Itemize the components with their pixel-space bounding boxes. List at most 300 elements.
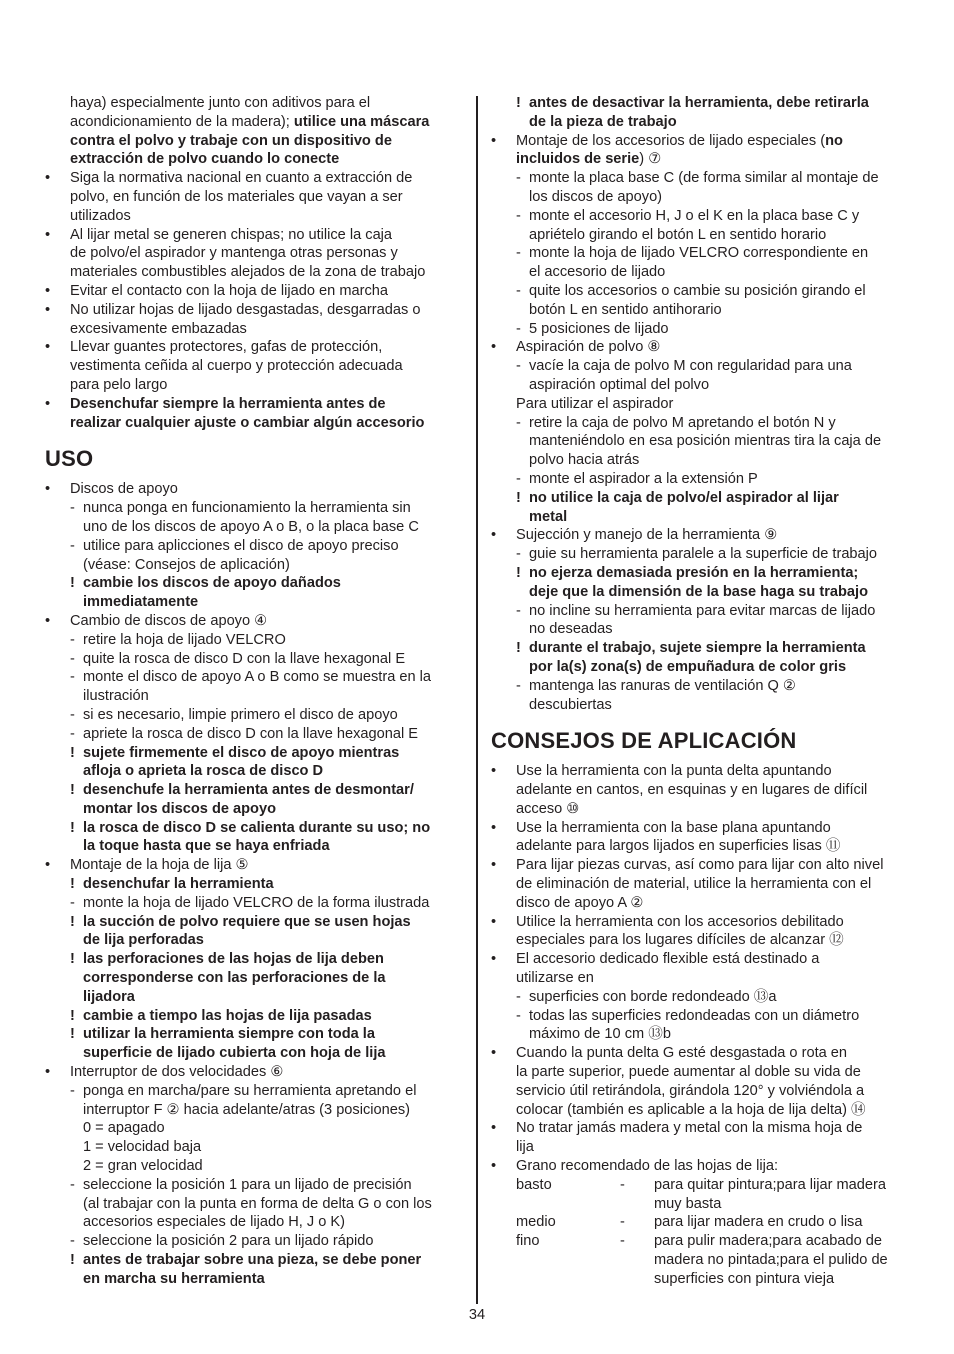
grit-use: superficies con pintura vieja — [654, 1270, 835, 1287]
continuation-line — [45, 94, 465, 113]
bang-marker: ! — [516, 564, 521, 581]
line-text: Montaje de la hoja de lija ⑤ — [70, 857, 249, 874]
dash-marker: - — [70, 1176, 75, 1193]
continuation-line — [491, 1138, 911, 1157]
line-text: haya) especialmente junto con aditivos para el — [70, 95, 371, 111]
bold-text: contra el polvo y trabaje con un dispositivo de — [70, 132, 392, 149]
line-text: Sujección y manejo de la herramienta ⑨ — [516, 527, 778, 544]
line-text: Evitar el contacto con la hoja de lijado en marcha — [70, 282, 389, 299]
dash-item — [45, 631, 465, 650]
grit-row — [491, 1232, 911, 1251]
bang-marker: ! — [70, 782, 75, 799]
bullet-marker: • — [45, 226, 51, 243]
continuation-line — [491, 875, 911, 894]
line-text: monte la hoja de lijado VELCRO correspondiente en — [529, 245, 869, 262]
continuation-line — [491, 301, 911, 320]
grit-row — [491, 1195, 911, 1214]
dash-item — [45, 668, 465, 687]
bullet-item — [491, 1119, 911, 1138]
bold-text: corresponderse con las perforaciones de la — [83, 970, 386, 987]
section-heading: USO — [45, 446, 94, 472]
warning-item — [45, 875, 465, 894]
bold-text: extracción de polvo cuando lo conecte — [70, 151, 340, 168]
dash-marker: - — [70, 669, 75, 686]
bang-marker: ! — [70, 876, 75, 893]
bang-marker: ! — [70, 575, 75, 592]
bang-marker: ! — [70, 1007, 75, 1024]
line-text: seleccione la posición 2 para un lijado rápido — [83, 1233, 374, 1250]
line-text: Discos de apoyo — [70, 481, 178, 498]
bold-text: por la(s) zona(s) de empuñadura de color gris — [529, 658, 847, 675]
bold-text: incluidos de serie — [516, 151, 640, 168]
line-text: manteniéndolo en esa posición mientras tira la caja de — [529, 433, 882, 450]
bold-text: antes de trabajar sobre una pieza, se debe poner — [83, 1252, 422, 1269]
column-divider — [476, 96, 478, 1304]
bold-text: durante el trabajo, sujete siempre la herramienta — [529, 640, 866, 657]
dash-marker: - — [70, 631, 75, 648]
continuation-line — [491, 508, 911, 527]
continuation-line — [45, 1101, 465, 1120]
dash-item — [45, 537, 465, 556]
continuation-line — [491, 894, 911, 913]
line-text: utilizarse en — [516, 970, 594, 987]
line-text: retire la caja de polvo M apretando el botón N y — [529, 414, 836, 431]
bold-text: montar los discos de apoyo — [83, 800, 277, 817]
grit-use: madera no pintada;para el pulido de — [654, 1252, 888, 1269]
continuation-line — [45, 1138, 465, 1157]
continuation-line — [491, 226, 911, 245]
line-text: apriete la rosca de disco D con la llave hexagonal E — [83, 725, 419, 742]
dash-marker: - — [70, 706, 75, 723]
warning-item — [491, 94, 911, 113]
bold-text: de lija perforadas — [83, 932, 204, 949]
dash-item — [491, 169, 911, 188]
dash-item — [491, 282, 911, 301]
line-text: Cambio de discos de apoyo ④ — [70, 612, 268, 629]
bold-text: utilice una máscara — [293, 113, 430, 130]
grit-dash: - — [620, 1233, 625, 1250]
continuation-line — [491, 969, 911, 988]
line-text: No tratar jamás madera y metal con la misma hoja de — [516, 1120, 863, 1137]
line-text: aspiración optimal del polvo — [529, 376, 710, 393]
dash-marker: - — [70, 894, 75, 911]
continuation-line — [491, 1082, 911, 1101]
dash-item — [491, 602, 911, 621]
dash-marker: - — [516, 677, 521, 694]
bullet-item — [45, 1063, 465, 1082]
warning-item — [45, 1251, 465, 1270]
continuation-line — [45, 244, 465, 263]
continuation-line — [45, 414, 465, 433]
left-column — [45, 94, 465, 1289]
line-text: la parte superior, puede aumentar al doble su vida de — [516, 1064, 861, 1081]
bullet-item — [45, 338, 465, 357]
dash-marker: - — [70, 725, 75, 742]
bullet-item — [491, 819, 911, 838]
dash-marker: - — [70, 500, 75, 517]
line-text: ilustración — [83, 688, 149, 705]
dash-item — [491, 677, 911, 696]
section-heading: CONSEJOS DE APLICACIÓN — [491, 728, 797, 754]
continuation-line — [491, 1063, 911, 1082]
line-text: Use la herramienta con la base plana apuntando — [516, 819, 831, 836]
warning-item — [45, 1007, 465, 1026]
continuation-line — [45, 188, 465, 207]
line-text: adelante para largos lijados en superficies lisas ⑪ — [516, 838, 841, 855]
dash-item — [45, 1082, 465, 1101]
bang-marker: ! — [70, 744, 75, 761]
bullet-item — [491, 950, 911, 969]
line-text: Cuando la punta delta G esté desgastada o rota en — [516, 1045, 848, 1062]
line-text: mantenga las ranuras de ventilación Q ② — [529, 677, 796, 694]
bold-text: no utilice la caja de polvo/el aspirador al lijar — [529, 489, 839, 506]
continuation-line — [491, 1025, 911, 1044]
warning-item — [45, 781, 465, 800]
dash-item — [45, 499, 465, 518]
line-text: descubiertas — [529, 696, 612, 713]
continuation-line — [45, 593, 465, 612]
bold-text: en marcha su herramienta — [83, 1270, 265, 1287]
dash-item — [491, 988, 911, 1007]
continuation-line — [45, 1044, 465, 1063]
bang-marker: ! — [516, 95, 521, 111]
continuation-line — [491, 376, 911, 395]
bullet-item — [45, 395, 465, 414]
continuation-line — [491, 188, 911, 207]
continuation-line — [45, 1213, 465, 1232]
bullet-marker: • — [45, 1064, 51, 1081]
grit-row — [491, 1176, 911, 1195]
line-text: Al lijar metal se generen chispas; no utilice la caja — [70, 226, 393, 243]
line-text: Utilice la herramienta con los accesorios debilitado — [516, 913, 844, 930]
bullet-marker: • — [491, 913, 497, 930]
bullet-item — [45, 282, 465, 301]
continuation-line — [491, 800, 911, 819]
line-text: no deseadas — [529, 621, 613, 638]
line-text: lija — [516, 1139, 534, 1156]
continuation-line — [491, 113, 911, 132]
bullet-marker: • — [45, 170, 51, 187]
continuation-line — [491, 1101, 911, 1120]
continuation-line — [45, 556, 465, 575]
continuation-line — [45, 988, 465, 1007]
dash-marker: - — [516, 602, 521, 619]
continuation-line — [45, 800, 465, 819]
bold-text: metal — [529, 508, 568, 525]
continuation-line — [45, 837, 465, 856]
dash-item — [45, 706, 465, 725]
bullet-marker: • — [491, 951, 497, 968]
bullet-item — [491, 1157, 911, 1176]
continuation-line — [45, 931, 465, 950]
bang-marker: ! — [70, 819, 75, 836]
bullet-item — [491, 856, 911, 875]
continuation-line — [45, 113, 465, 132]
dash-item — [491, 244, 911, 263]
warning-item — [45, 1025, 465, 1044]
dash-item — [491, 470, 911, 489]
line-text: de polvo/el aspirador y mantenga otras personas y — [70, 245, 398, 262]
continuation-line — [45, 376, 465, 395]
line-text: Grano recomendado de las hojas de lija: — [516, 1158, 779, 1175]
bold-text: Desenchufar siempre la herramienta antes de — [70, 395, 386, 412]
bullet-item — [491, 338, 911, 357]
line-text: especiales para los lugares difíciles de alcanzar ⑫ — [516, 932, 844, 949]
line-text: los discos de apoyo) — [529, 188, 663, 205]
continuation-line — [45, 263, 465, 282]
dash-marker: - — [70, 537, 75, 554]
line-text: polvo, en función de los materiales que vayan a ser — [70, 188, 403, 205]
dash-marker: - — [516, 358, 521, 375]
line-text: quite la rosca de disco D con la llave hexagonal E — [83, 650, 406, 667]
bold-text: immediatamente — [83, 594, 199, 611]
bold-text: la succión de polvo requiere que se usen hojas — [83, 913, 411, 930]
warning-item — [45, 913, 465, 932]
line-text: ) ⑦ — [639, 151, 662, 168]
bullet-marker: • — [45, 481, 51, 498]
page-number: 34 — [468, 1307, 486, 1323]
line-text: monte el accesorio H, J o el K en la placa base C y — [529, 207, 860, 224]
line-text: acondicionamiento de la madera); — [70, 113, 294, 130]
warning-item — [45, 744, 465, 763]
continuation-line — [491, 150, 911, 169]
line-text: accesorios especiales de lijado H, J o K) — [83, 1214, 346, 1231]
continuation-line — [491, 583, 911, 602]
dash-marker: - — [516, 207, 521, 224]
grit-use: para quitar pintura;para lijar madera — [654, 1176, 887, 1193]
dash-item — [45, 1176, 465, 1195]
grit-name: fino — [516, 1233, 540, 1250]
line-text: Para lijar piezas curvas, así como para lijar con alto nivel — [516, 857, 884, 874]
line-text: apriételo girando el botón L en sentido horario — [529, 226, 827, 243]
line-text: retire la hoja de lijado VELCRO — [83, 631, 286, 648]
line-text: monte el aspirador a la extensión P — [529, 470, 758, 487]
continuation-line — [491, 432, 911, 451]
right-column — [491, 94, 911, 1289]
warning-item — [491, 564, 911, 583]
line-text: utilice para aplicciones el disco de apoyo preciso — [83, 537, 399, 554]
bang-marker: ! — [70, 951, 75, 968]
line-text: si es necesario, limpie primero el disco de apoyo — [83, 706, 398, 723]
bold-text: realizar cualquier ajuste o cambiar algún accesorio — [70, 414, 425, 431]
bold-text: lijadora — [83, 988, 135, 1005]
line-text: colocar (también es aplicable a la hoja de lija delta) ⑭ — [516, 1101, 866, 1118]
bold-text: no ejerza demasiada presión en la herramienta; — [529, 564, 859, 581]
bullet-item — [45, 301, 465, 320]
line-text: botón L en sentido antihorario — [529, 301, 722, 318]
dash-item — [491, 545, 911, 564]
continuation-line — [45, 132, 465, 151]
dash-marker: - — [70, 1082, 75, 1099]
bold-text: desenchufar la herramienta — [83, 876, 274, 893]
bullet-item — [491, 526, 911, 545]
line-text: Para utilizar el aspirador — [516, 395, 674, 412]
line-text: Montaje de los accesorios de lijado especiales ( — [516, 132, 826, 149]
line-text: adelante en cantos, en esquinas y en lugares de difícil — [516, 782, 868, 799]
line-text: de eliminación de material, utilice la herramienta con el — [516, 876, 872, 893]
grit-use: para pulir madera;para acabado de — [654, 1233, 882, 1250]
line-text: vestimenta ceñida al cuerpo y protección adecuada — [70, 358, 403, 375]
grit-row — [491, 1251, 911, 1270]
continuation-line — [45, 1119, 465, 1138]
line-text: 5 posiciones de lijado — [529, 320, 669, 337]
bold-text: utilizar la herramienta siempre con toda la — [83, 1026, 375, 1043]
dash-item — [491, 320, 911, 339]
line-text: 2 = gran velocidad — [83, 1158, 203, 1175]
bullet-marker: • — [491, 339, 497, 356]
dash-marker: - — [70, 1233, 75, 1250]
grit-use: para lijar madera en crudo o lisa — [654, 1214, 863, 1231]
line-text: el accesorio de lijado — [529, 264, 666, 281]
line-text: acceso ⑩ — [516, 800, 580, 817]
bullet-item — [45, 169, 465, 188]
continuation-line — [45, 969, 465, 988]
grit-dash: - — [620, 1214, 625, 1231]
bullet-item — [45, 480, 465, 499]
bold-text: superficie de lijado cubierta con hoja de lija — [83, 1045, 386, 1062]
grit-row — [491, 1213, 911, 1232]
line-text: materiales combustibles alejados de la zona de trabajo — [70, 264, 426, 281]
line-text: no incline su herramienta para evitar marcas de lijado — [529, 602, 876, 619]
bold-text: la rosca de disco D se calienta durante su uso; no — [83, 819, 431, 836]
bullet-item — [491, 1044, 911, 1063]
bold-text: desenchufe la herramienta antes de desmontar/ — [83, 782, 414, 799]
line-text: disco de apoyo A ② — [516, 894, 644, 911]
continuation-line — [491, 263, 911, 282]
line-text: Interruptor de dos velocidades ⑥ — [70, 1064, 284, 1081]
grit-dash: - — [620, 1176, 625, 1193]
bold-text: afloja o aprieta la rosca de disco D — [83, 763, 324, 780]
bullet-marker: • — [491, 132, 497, 149]
bullet-item — [45, 226, 465, 245]
bullet-marker: • — [491, 763, 497, 780]
line-text: ponga en marcha/pare su herramienta apretando el — [83, 1082, 417, 1099]
grit-row — [491, 1270, 911, 1289]
bold-text: cambie los discos de apoyo dañados — [83, 575, 341, 592]
continuation-line — [491, 658, 911, 677]
warning-item — [45, 574, 465, 593]
grit-name: medio — [516, 1214, 556, 1231]
bullet-item — [491, 132, 911, 151]
bullet-marker: • — [491, 1158, 497, 1175]
bullet-item — [491, 913, 911, 932]
continuation-line — [491, 931, 911, 950]
continuation-line — [45, 357, 465, 376]
bang-marker: ! — [516, 489, 521, 506]
continuation-line — [491, 781, 911, 800]
line-text: uno de los discos de apoyo A o B, o la placa base C — [83, 518, 419, 535]
line-text: monte la placa base C (de forma similar al montaje de — [529, 170, 879, 187]
continuation-line — [491, 620, 911, 639]
bold-text: de la pieza de trabajo — [529, 113, 677, 130]
dash-item — [45, 894, 465, 913]
continuation-line — [45, 207, 465, 226]
continuation-line — [491, 696, 911, 715]
dash-marker: - — [516, 170, 521, 187]
dash-item — [45, 650, 465, 669]
line-text: vacíe la caja de polvo M con regularidad para una — [529, 358, 852, 375]
line-text: monte el disco de apoyo A o B como se muestra en la — [83, 669, 432, 686]
continuation-line — [491, 395, 911, 414]
continuation-line — [491, 837, 911, 856]
dash-item — [491, 207, 911, 226]
warning-item — [491, 489, 911, 508]
grit-name: basto — [516, 1176, 552, 1193]
bullet-item — [45, 856, 465, 875]
line-text: superficies con borde redondeado ⑬a — [529, 988, 777, 1005]
continuation-line — [45, 150, 465, 169]
line-text: 1 = velocidad baja — [83, 1139, 202, 1156]
dash-marker: - — [516, 320, 521, 337]
bullet-marker: • — [45, 857, 51, 874]
dash-item — [491, 414, 911, 433]
line-text: guie su herramienta paralele a la superficie de trabajo — [529, 546, 878, 563]
dash-item — [45, 725, 465, 744]
bang-marker: ! — [70, 913, 75, 930]
bold-text: cambie a tiempo las hojas de lija pasadas — [83, 1007, 372, 1024]
continuation-line — [45, 1270, 465, 1289]
bold-text: deje que la dimensión de la base haga su trabajo — [529, 583, 868, 600]
warning-item — [491, 639, 911, 658]
line-text: monte la hoja de lijado VELCRO de la forma ilustrada — [83, 894, 430, 911]
bullet-item — [45, 612, 465, 631]
continuation-line — [45, 762, 465, 781]
bullet-marker: • — [45, 395, 51, 412]
line-text: nunca ponga en funcionamiento la herramienta sin — [83, 500, 411, 517]
continuation-line — [491, 451, 911, 470]
line-text: excesivamente embazadas — [70, 320, 247, 337]
line-text: polvo hacia atrás — [529, 452, 640, 469]
line-text: Llevar guantes protectores, gafas de protección, — [70, 339, 383, 356]
line-text: 0 = apagado — [83, 1120, 165, 1137]
dash-item — [45, 1232, 465, 1251]
line-text: Aspiración de polvo ⑧ — [516, 339, 661, 356]
line-text: Use la herramienta con la punta delta apuntando — [516, 763, 832, 780]
bold-text: la toque hasta que se haya enfriada — [83, 838, 330, 855]
bullet-marker: • — [491, 1120, 497, 1137]
bullet-marker: • — [491, 819, 497, 836]
line-text: Siga la normativa nacional en cuanto a extracción de — [70, 170, 413, 187]
line-text: servicio útil retirándola, girándola 120° y volviéndola a — [516, 1082, 865, 1099]
line-text: El accesorio dedicado flexible está destinado a — [516, 951, 820, 968]
bang-marker: ! — [70, 1252, 75, 1269]
continuation-line — [45, 1157, 465, 1176]
dash-marker: - — [516, 988, 521, 1005]
continuation-line — [45, 1195, 465, 1214]
bold-text: no — [825, 132, 843, 149]
line-text: seleccione la posición 1 para un lijado de precisión — [83, 1176, 412, 1193]
bold-text: las perforaciones de las hojas de lija deben — [83, 951, 384, 968]
line-text: No utilizar hojas de lijado desgastadas, desgarradas o — [70, 301, 421, 318]
continuation-line — [45, 687, 465, 706]
dash-item — [491, 357, 911, 376]
bold-text: sujete firmemente el disco de apoyo mientras — [83, 744, 400, 761]
line-text: todas las superficies redondeadas con un diámetro — [529, 1007, 860, 1024]
dash-marker: - — [516, 245, 521, 262]
bullet-item — [491, 762, 911, 781]
bang-marker: ! — [516, 640, 521, 657]
line-text: máximo de 10 cm ⑬b — [529, 1026, 671, 1043]
line-text: (al trabajar con la punta en forma de delta G o con los — [83, 1195, 432, 1212]
dash-marker: - — [516, 1007, 521, 1024]
bullet-marker: • — [45, 282, 51, 299]
continuation-line — [45, 320, 465, 339]
dash-marker: - — [516, 546, 521, 563]
dash-marker: - — [70, 650, 75, 667]
line-text: (véase: Consejos de aplicación) — [83, 556, 290, 573]
grit-use: muy basta — [654, 1195, 722, 1212]
line-text: para pelo largo — [70, 376, 168, 393]
